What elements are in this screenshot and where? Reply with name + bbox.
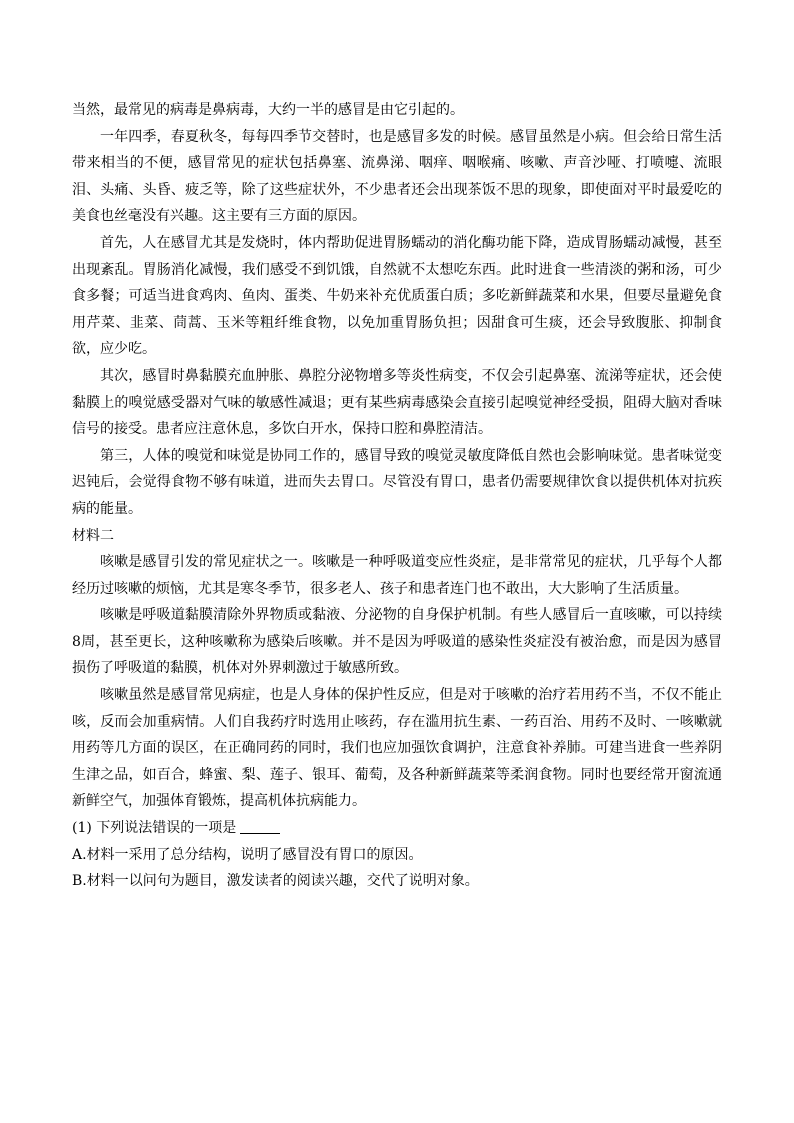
section-heading-material-2: 材料二 bbox=[72, 527, 114, 544]
paragraph-4: 其次，感冒时鼻黏膜充血肿胀、鼻腔分泌物增多等炎性病变，不仅会引起鼻塞、流涕等症状，还会使黏膜上的嗅觉感受器对气味的敏感性减退；更有某些病毒感染会直接引起嗅觉神经受损，阻碍大脑对香味信号的接受。患者应注意休息，多饮白开水，保持口腔和鼻腔清洁。 bbox=[72, 367, 722, 438]
document-page bbox=[72, 97, 722, 895]
question-stem bbox=[72, 815, 722, 842]
paragraph-3: 首先，人在感冒尤其是发烧时，体内帮助促进胃肠蠕动的消化酶功能下降，造成胃肠蠕动减慢，甚至出现紊乱。胃肠消化减慢，我们感受不到饥饿，自然就不太想吃东西。此时进食一些清淡的粥和汤，可少食多餐；可适当进食鸡肉、鱼肉、蛋类、牛奶来补充优质蛋白质；多吃新鲜蔬菜和水果，但要尽量避免食用芹菜、韭菜、茼蒿、玉米等粗纤维食物，以免加重胃肠负担；因甜食可生痰，还会导致腹胀、抑制食欲，应少吃。 bbox=[72, 234, 722, 358]
paragraph-2: 一年四季，春夏秋冬，每每四季节交替时，也是感冒多发的时候。感冒虽然是小病。但会给日常生活带来相当的不便，感冒常见的症状包括鼻塞、流鼻涕、咽痒、咽喉痛、咳嗽、声音沙哑、打喷嚏、流眼泪、头痛、头昏、疲乏等，除了这些症状外，不少患者还会出现茶饭不思的现象，即使面对平时最爱吃的美食也丝毫没有兴趣。这主要有三方面的原因。 bbox=[72, 128, 722, 225]
paragraph-1: 当然，最常见的病毒是鼻病毒，大约一半的感冒是由它引起的。 bbox=[72, 102, 464, 118]
option-b: B.材料一以问句为题目，激发读者的阅读兴趣，交代了说明对象。 bbox=[72, 873, 479, 890]
option-a: A.材料一采用了总分结构，说明了感冒没有胃口的原因。 bbox=[72, 846, 423, 863]
answer-blank bbox=[240, 819, 280, 834]
paragraph-5: 第三，人体的嗅觉和味觉是协同工作的，感冒导致的嗅觉灵敏度降低自然也会影响味觉。患者味觉变迟钝后，会觉得食物不够有味道，进而失去胃口。尽管没有胃口，患者仍需要规律饮食以提供机体对抗疾病的能量。 bbox=[72, 447, 722, 517]
paragraph-6: 咳嗽是感冒引发的常见症状之一。咳嗽是一种呼吸道变应性炎症，是非常常见的症状，几乎每个人都经历过咳嗽的烦恼，尤其是寒冬季节，很多老人、孩子和患者连门也不敢出，大大影响了生活质量。 bbox=[72, 554, 722, 597]
question-stem-text: (1) 下列说法错误的一项是 bbox=[72, 820, 237, 837]
paragraph-8: 咳嗽虽然是感冒常见病症，也是人身体的保护性反应，但是对于咳嗽的治疗若用药不当，不仅不能止咳，反而会加重病情。人们自我药疗时选用止咳药，存在滥用抗生素、一药百治、用药不及时、一咳嗽就用药等几方面的误区，在正确同药的同时，我们也应加强饮食调护，注意食补养肺。可建当进食一些养阴生津之品，如百合，蜂蜜、梨、莲子、银耳、葡萄，及各种新鲜蔬菜等柔润食物。同时也要经常开窗流通新鲜空气，加强体育锻炼，提高机体抗病能力。 bbox=[72, 687, 722, 810]
paragraph-7: 咳嗽是呼吸道黏膜清除外界物质或黏液、分泌物的自身保护机制。有些人感冒后一直咳嗽，可以持续8周，甚至更长，这种咳嗽称为感染后咳嗽。并不是因为呼吸道的感染性炎症没有被治愈，而是因为感冒损伤了呼吸道的黏膜，机体对外界刺激过于敏感所致。 bbox=[72, 607, 722, 677]
